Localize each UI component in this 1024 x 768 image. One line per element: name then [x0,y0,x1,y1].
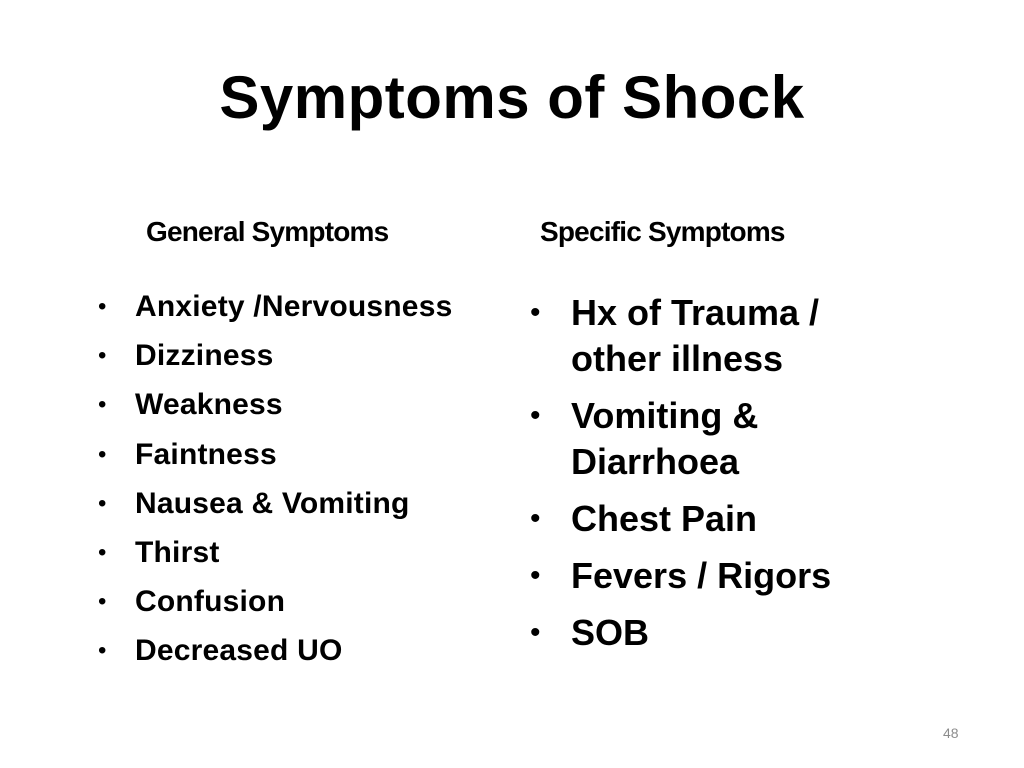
general-symptoms-heading: General Symptoms [146,216,389,247]
list-item [528,290,908,382]
list-item [528,496,908,542]
list-item-text: Chest Pain [571,498,758,539]
list-item-text: Hx of Trauma / other illness [571,292,820,379]
bullet-icon: • [98,588,107,616]
bullet-icon: • [530,616,541,649]
list-item [528,553,908,599]
list-item-text: Faintness [135,437,277,471]
bullet-icon: • [98,391,107,419]
specific-symptoms-heading: Specific Symptoms [540,216,785,247]
bullet-icon: • [530,502,541,535]
list-item-text: Nausea & Vomiting [135,486,410,520]
bullet-icon: • [98,637,107,665]
list-item-text: Decreased UO [135,634,343,668]
bullet-icon: • [98,538,107,566]
list-item [528,610,908,656]
bullet-icon: • [98,342,107,370]
slide-title: Symptoms of Shock [219,64,805,131]
list-item [528,393,908,485]
list-item [96,336,516,385]
bullet-icon: • [530,296,541,329]
specific-symptoms-list [528,290,908,667]
list-item-text: SOB [571,612,650,653]
bullet-icon: • [98,489,107,517]
list-item [96,385,516,434]
list-item-text: Weakness [135,388,283,422]
bullet-icon: • [530,399,541,432]
list-item-text: Thirst [135,535,220,569]
list-item [96,631,516,680]
list-item-text: Fevers / Rigors [571,555,832,596]
page-number: 48 [943,725,959,741]
list-item [96,435,516,484]
list-item [96,582,516,631]
bullet-icon: • [98,440,107,468]
list-item [96,533,516,582]
list-item [96,287,516,336]
list-item-text: Dizziness [135,339,274,373]
list-item-text: Confusion [135,585,286,619]
general-symptoms-list [96,287,516,681]
bullet-icon: • [98,293,107,320]
list-item-text: Anxiety /Nervousness [135,290,453,323]
list-item [96,484,516,533]
list-item-text: Vomiting & Diarrhoea [571,395,759,482]
bullet-icon: • [530,559,541,592]
